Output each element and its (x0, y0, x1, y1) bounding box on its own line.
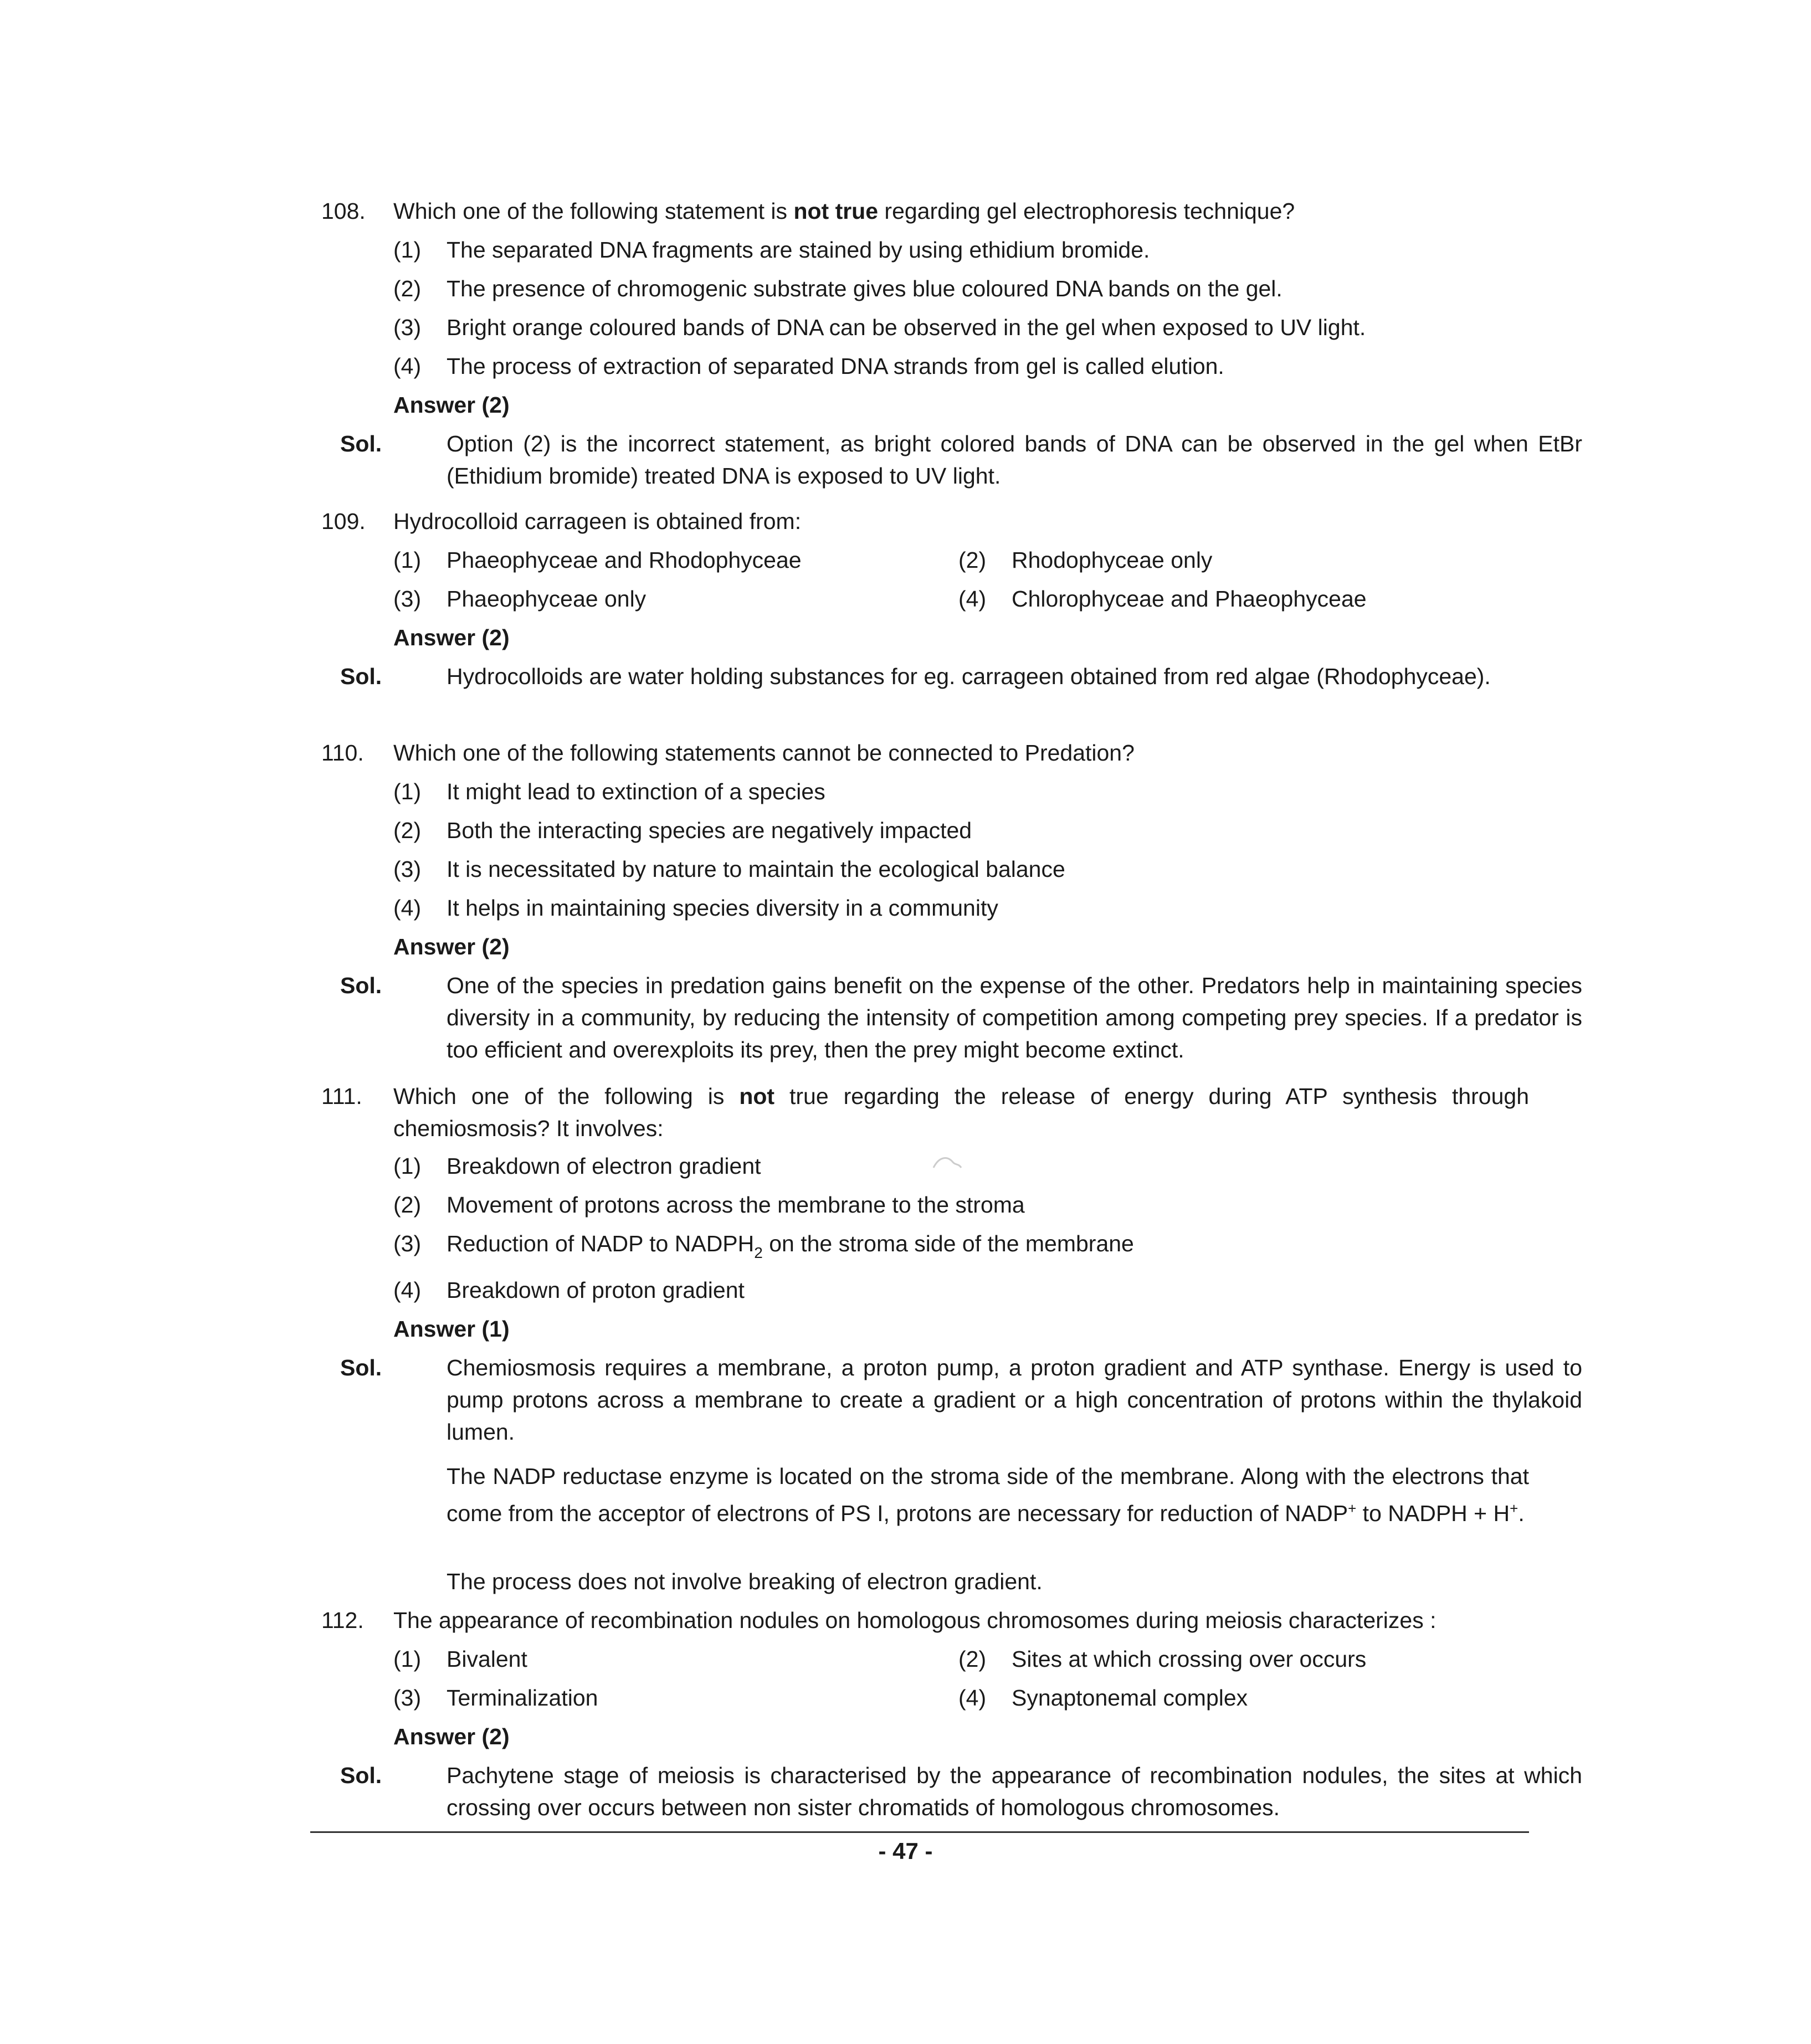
option-1: (1) The separated DNA fragments are stained by using ethidium bromide. (393, 237, 1150, 263)
question-number: 111. (321, 1083, 362, 1109)
question-stem: Which one of the following is not true regarding the release of energy during ATP synthesis through chemiosmosis? It involves: (393, 1083, 1530, 1141)
option-2: (2) The presence of chromogenic substrate gives blue coloured DNA bands on the gel. (393, 276, 1282, 301)
footer-divider (310, 1831, 1529, 1833)
question-stem: Hydrocolloid carrageen is obtained from: (393, 509, 802, 534)
question-number: 109. (321, 509, 366, 534)
option-4: (4) It helps in maintaining species diversity in a community (393, 895, 998, 921)
solution: Sol. Pachytene stage of meiosis is characterised by the appearance of recombination nodules, the sites at which crossing over occurs between non sister chromatids of homologous chromosomes. (340, 1763, 1582, 1820)
option-2: (2) Movement of protons across the membrane to the stroma (393, 1192, 1025, 1218)
option-2: (2) Sites at which crossing over occurs (958, 1646, 1367, 1672)
option-3: (3) Bright orange coloured bands of DNA can be observed in the gel when exposed to UV light. (393, 315, 1366, 340)
page-number: - 47 - (878, 1838, 933, 1864)
option-3: (3) Phaeophyceae only (393, 586, 647, 612)
option-2: (2) Both the interacting species are negatively impacted (393, 818, 972, 843)
answer: Answer (2) (393, 934, 510, 959)
option-3: (3) Terminalization (393, 1685, 598, 1711)
solution-paragraph: The process does not involve breaking of electron gradient. (447, 1569, 1043, 1594)
answer: Answer (2) (393, 625, 510, 650)
solution-paragraph: The NADP reductase enzyme is located on the stroma side of the membrane. Along with the electrons that come from the acceptor of electrons of PS I, protons are necessary for reduction of NADP+ to NADPH + H+. (447, 1463, 1529, 1526)
option-4: (4) Breakdown of proton gradient (393, 1277, 745, 1303)
solution: Sol. Chemiosmosis requires a membrane, a proton pump, a proton gradient and ATP synthase. Energy is used to pump protons across a membrane to create a gradient or a high concentration of protons within the thylakoid lumen. (340, 1355, 1582, 1445)
scan-smudge-mark (931, 1151, 964, 1173)
option-1: (1) Breakdown of electron gradient (393, 1153, 761, 1179)
solution: Sol. One of the species in predation gains benefit on the expense of the other. Predators help in maintaining species diversity in a community, by reducing the intensity of competition among competing prey species. If a predator is too efficient and overexploits its prey, then the prey might become extinct. (340, 973, 1582, 1062)
option-2: (2) Rhodophyceae only (958, 547, 1213, 573)
question-stem: The appearance of recombination nodules on homologous chromosomes during meiosis characterizes : (393, 1608, 1437, 1633)
answer: Answer (1) (393, 1316, 510, 1342)
question-stem: Which one of the following statements cannot be connected to Predation? (393, 740, 1135, 766)
option-4: (4) Synaptonemal complex (958, 1685, 1248, 1711)
option-3: (3) Reduction of NADP to $NADPH_2$ on the stroma side of the membrane (393, 1231, 1134, 1261)
answer: Answer (2) (393, 1724, 510, 1749)
answer: Answer (2) (393, 392, 510, 418)
option-4: (4) Chlorophyceae and Phaeophyceae (958, 586, 1367, 612)
question-stem: Which one of the following statement is not true regarding gel electrophoresis technique? (393, 198, 1295, 224)
option-3: (3) It is necessitated by nature to maintain the ecological balance (393, 856, 1065, 882)
question-number: 110. (321, 740, 364, 766)
solution: Sol. Option (2) is the incorrect statement, as bright colored bands of DNA can be observed in the gel when EtBr (Ethidium bromide) treated DNA is exposed to UV light. (340, 431, 1582, 489)
solution: Sol. Hydrocolloids are water holding substances for eg. carrageen obtained from red algae (Rhodophyceae). (340, 664, 1491, 689)
option-1: (1) Phaeophyceae and Rhodophyceae (393, 547, 802, 573)
option-4: (4) The process of extraction of separated DNA strands from gel is called elution. (393, 353, 1224, 379)
option-1: (1) It might lead to extinction of a species (393, 779, 825, 804)
option-1: (1) Bivalent (393, 1646, 527, 1672)
question-number: 112. (321, 1608, 364, 1633)
question-number: 108. (321, 198, 366, 224)
